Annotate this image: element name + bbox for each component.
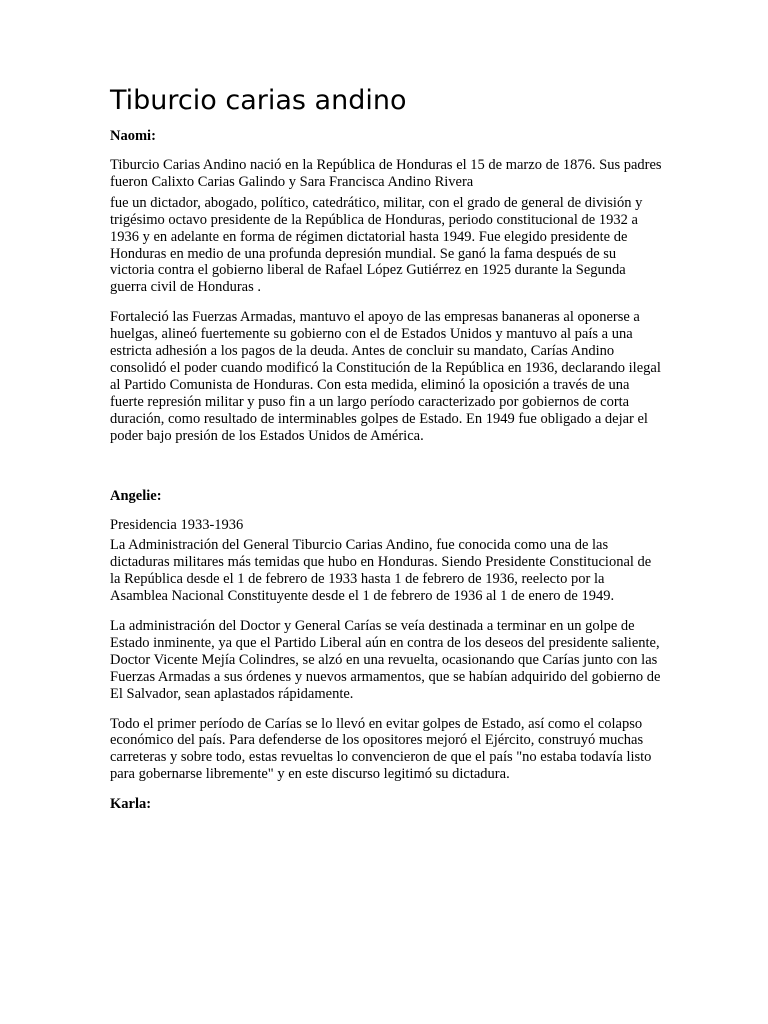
paragraph: Fortaleció las Fuerzas Armadas, mantuvo el apoyo de las empresas bananeras al oponerse a huelgas, alineó fuertemente su gobierno con el de Estados Unidos y mantuvo al país a una estricta adhesión a los pagos de la deuda. Antes de concluir su mandato, Carías Andino consolidó el poder cuando modificó la Constitución de la República en 1936, declarando ilegal al Partido Comunista de Honduras. Con esta medida, eliminó la oposición a través de una fuerte represión militar y puso fin a un largo período caracterizado por gobiernos de corta duración, como resultado de interminables golpes de Estado. En 1949 fue obligado a dejar el poder bajo presión de los Estados Unidos de América.: [110, 309, 661, 444]
paragraph: fue un dictador, abogado, político, catedrático, militar, con el grado de general de división y trigésimo octavo presidente de la República de Honduras, periodo constitucional de 1932 a 1936 y en adelante en forma de régimen dictatorial hasta 1949. Fue elegido presidente de Honduras en medio de una profunda depresión mundial. Se ganó la fama después de su victoria contra el gobierno liberal de Rafael López Gutiérrez en 1925 durante la Segunda guerra civil de Honduras .: [110, 194, 643, 296]
section-karla: [110, 796, 662, 813]
document-body: [110, 84, 662, 825]
section-naomi: [110, 128, 662, 445]
paragraph: La administración del Doctor y General Carías se veía destinada a terminar en un golpe de Estado inminente, ya que el Partido Liberal aún en contra de los deseos del presidente saliente, Doctor Vicente Mejía Colindres, se alzó en una revuelta, ocasionando que Carías junto con las Fuerzas Armadas a sus órdenes y nuevos armamentos, que se habían adquirido del gobierno de El Salvador, sean aplastados rápidamente.: [110, 618, 661, 702]
paragraph-heading: Presidencia 1933-1936: [110, 516, 244, 533]
paragraph: Todo el primer período de Carías se lo llevó en evitar golpes de Estado, así como el colapso económico del país. Para defenderse de los opositores mejoró el Ejército, construyó muchas carreteras y sobre todo, estas revueltas lo convencieron de que el país "no estaba todavía listo para gobernarse libremente" y en este discurso legitimó su dictadura.: [110, 715, 652, 783]
speaker-label: Karla:: [110, 796, 152, 813]
spacer: [110, 458, 662, 488]
section-angelie: [110, 488, 662, 784]
document-title: Tiburcio carias andino: [110, 85, 407, 116]
speaker-label: Angelie:: [110, 487, 162, 504]
paragraph: Tiburcio Carias Andino nació en la República de Honduras el 15 de marzo de 1876. Sus padres fueron Calixto Carias Galindo y Sara Francisca Andino Rivera: [110, 157, 662, 190]
paragraph: La Administración del General Tiburcio Carias Andino, fue conocida como una de las dictaduras militares más temidas que hubo en Honduras. Siendo Presidente Constitucional de la República desde el 1 de febrero de 1933 hasta 1 de febrero de 1936, reelecto por la Asamblea Nacional Constituyente desde el 1 de febrero de 1936 al 1 de enero de 1949.: [110, 537, 652, 605]
speaker-label: Naomi:: [110, 128, 156, 144]
